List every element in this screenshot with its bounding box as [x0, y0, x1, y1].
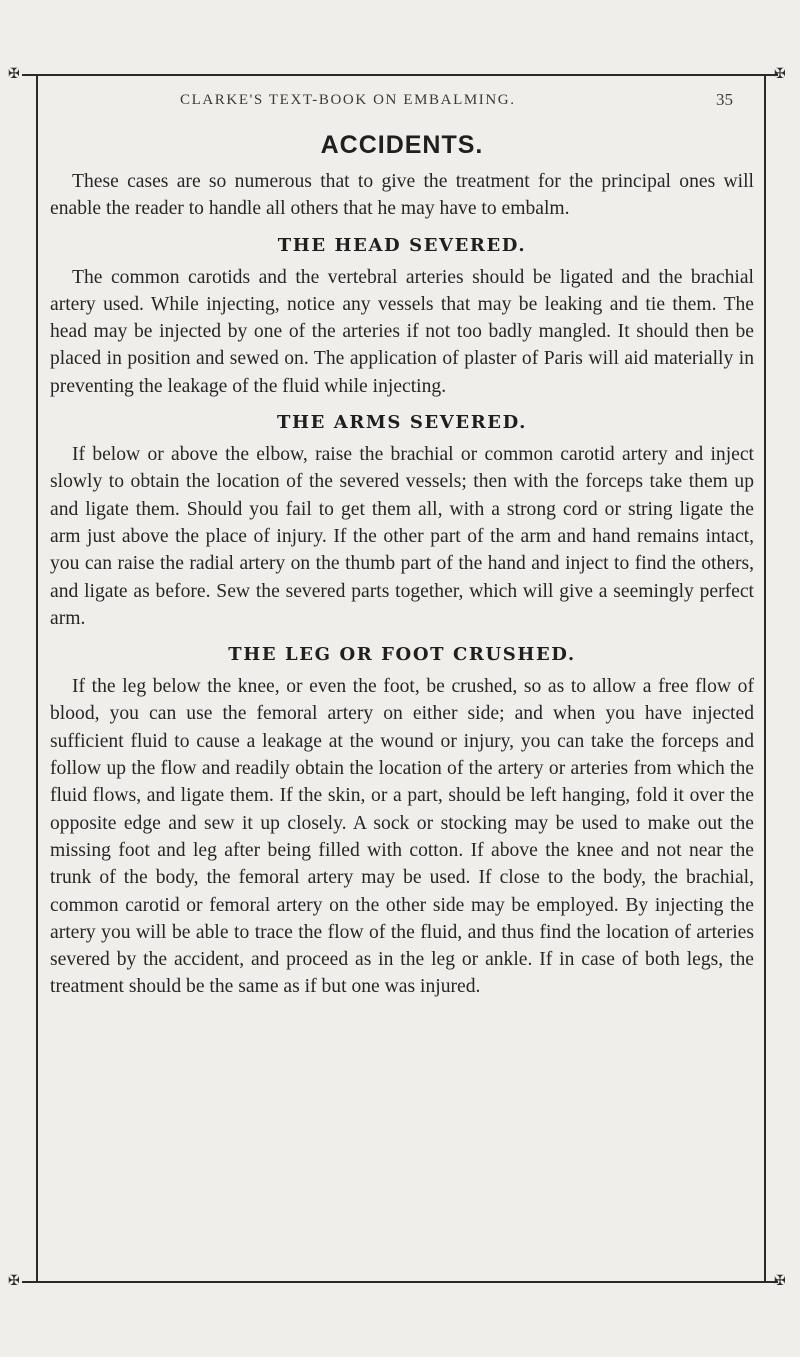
chapter-title: ACCIDENTS.: [320, 131, 484, 159]
bottom-rule: [22, 1281, 778, 1283]
section-heading-head-severed: THE HEAD SEVERED.: [277, 234, 527, 256]
page-content: [50, 128, 754, 1001]
ornament-icon: ✠: [774, 1273, 786, 1289]
section-heading-arms-severed: THE ARMS SEVERED.: [276, 412, 528, 434]
ornament-icon: ✠: [8, 1273, 20, 1289]
section-paragraph-head-severed: The common carotids and the vertebral arteries should be ligated and the brachial artery used. While injecting, notice any vessels that may be leaking and tie them. The head may be injected by one of the arteries if not too badly mangled. It should then be placed in position and sewed on. The application of plaster of Paris will aid materially in preventing the leakage of the fluid while injecting.: [50, 266, 754, 397]
section-paragraph-arms-severed: If below or above the elbow, raise the brachial or common carotid artery and inject slowly to obtain the location of the severed vessels; then with the forceps take them up and ligate them. Should you fail to get them all, with a strong cord or string ligate the arm just above the place of injury. If the other part of the arm and hand remains intact, you can raise the radial artery on the thumb part of the hand and inject to find the others, and ligate as before. Sew the severed parts together, which will give a seemingly perfect arm.: [50, 444, 754, 629]
intro-paragraph: These cases are so numerous that to give the treatment for the principal ones will enable the reader to handle all others that he may have to embalm.: [50, 171, 754, 220]
ornament-icon: ✠: [8, 66, 20, 82]
left-rule: [36, 76, 38, 1281]
running-head: CLARKE'S TEXT-BOOK ON EMBALMING.: [180, 92, 516, 108]
section-heading-leg-crushed: THE LEG OR FOOT CRUSHED.: [228, 644, 576, 666]
section-paragraph-leg-crushed: If the leg below the knee, or even the foot, be crushed, so as to allow a free flow of blood, you can use the femoral artery on either side; and when you have injected sufficient fluid to cause a leakage at the wound or injury, you can take the forceps and follow up the flow and readily obtain the location of the artery or arteries from which the fluid flows, and ligate them. If the skin, or a part, should be left hanging, fold it over the opposite edge and sew it up closely. A sock or stocking may be used to make out the missing foot and leg after being filled with cotton. If above the knee and not near the trunk of the body, the femoral artery may be used. If close to the body, the brachial, common carotid or femoral artery on the other side may be employed. By injecting the artery you will be able to trace the flow of the fluid, and thus find the location of arteries severed by the accident, and proceed as in the leg or ankle. If in case of both legs, the treatment should be the same as if but one was injured.: [50, 676, 754, 998]
ornament-icon: ✠: [774, 66, 786, 82]
top-rule: [22, 74, 778, 76]
page-number: 35: [716, 90, 733, 109]
right-rule: [764, 76, 766, 1281]
